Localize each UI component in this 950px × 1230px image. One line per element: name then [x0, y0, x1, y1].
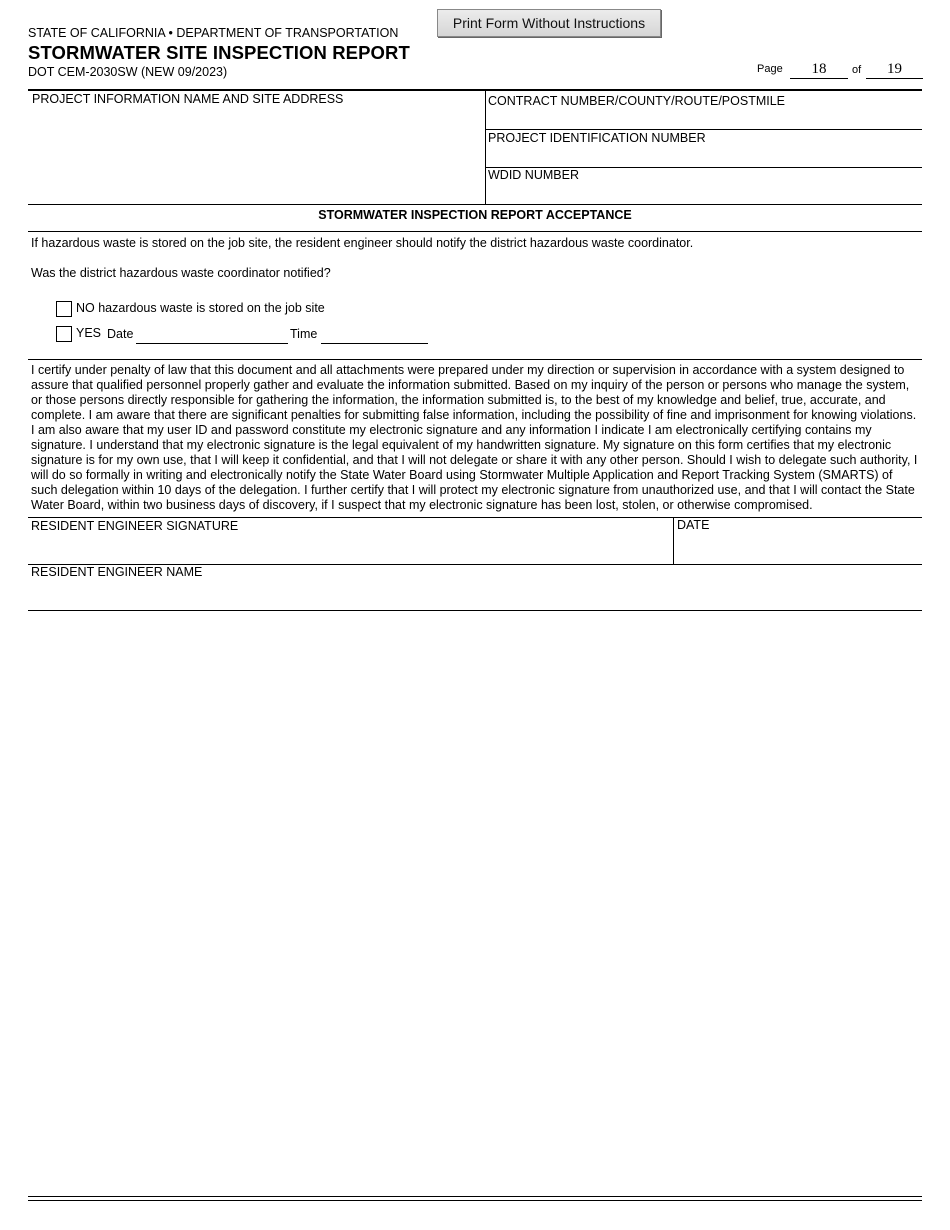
page-number-field[interactable]: 18: [790, 60, 848, 79]
project-info-divider: [485, 90, 486, 204]
footer-rule-1: [28, 1196, 922, 1197]
no-hazardous-waste-checkbox[interactable]: [56, 301, 72, 317]
notified-date-label: Date: [107, 327, 134, 341]
page-label: Page: [757, 63, 783, 75]
footer-rule-2: [28, 1200, 922, 1201]
form-number: DOT CEM-2030SW (NEW 09/2023): [28, 65, 228, 79]
wdid-field[interactable]: [488, 184, 922, 204]
contract-rule: [486, 129, 922, 130]
signature-field[interactable]: [31, 536, 671, 562]
notified-time-label: Time: [290, 327, 318, 341]
notified-time-field[interactable]: [322, 325, 431, 344]
project-id-label: PROJECT IDENTIFICATION NUMBER: [488, 131, 706, 145]
page-total-field[interactable]: 19: [866, 60, 923, 79]
notified-date-underline: [136, 343, 288, 344]
signature-date-field[interactable]: [677, 536, 921, 562]
print-form-button[interactable]: Print Form Without Instructions: [437, 9, 661, 37]
engineer-name-field[interactable]: [31, 582, 920, 608]
wdid-label: WDID NUMBER: [488, 168, 579, 182]
certification-rule-top: [28, 359, 922, 360]
yes-label: YES: [76, 326, 102, 340]
signature-label: RESIDENT ENGINEER SIGNATURE: [31, 519, 239, 533]
name-rule-bottom: [28, 610, 922, 611]
certification-statement: I certify under penalty of law that this document and all attachments were prepared under my direction or supervision in accordance with a system designed to assure that qualified personnel properly gather and evaluate the information submitted. Based on my inquiry of the person or persons who manage the system, or those persons directly responsible for gathering the information, the information submitted is, to the best of my knowledge and belief, true, accurate, and complete. I am aware that there are significant penalties for submitting false information, including the possibility of fine and imprisonment for knowing violations. I am also aware that my user ID and password constitute my electronic signature and any information I indicate I am electronically certifying contains my signature. I understand that my electronic signature is the legal equivalent of my handwritten signature. My signature on this form certifies that my electronic signature is for my own use, that I will keep it confidential, and that I will not delegate or share it with any other person. Should I wish to delegate such authority, I will do so formally in writing and electronically notify the State Water Board using Stormwater Multiple Application and Report Tracking System (SMARTS) of such delegation within 10 days of the delegation. I further certify that I will protect my electronic signature from unauthorized use, and that I will contact the State Water Board, within two business days of discovery, if I suspect that my electronic signature has been lost, stolen, or otherwise compromised.: [31, 363, 918, 512]
notified-time-underline: [321, 343, 428, 344]
project-name-address-label: PROJECT INFORMATION NAME AND SITE ADDRESS: [32, 92, 344, 106]
signature-date-label: DATE: [677, 518, 710, 532]
hazardous-waste-notice: If hazardous waste is stored on the job site, the resident engineer should notify the district hazardous waste coordinator.: [31, 236, 694, 250]
acceptance-heading: STORMWATER INSPECTION REPORT ACCEPTANCE: [318, 208, 632, 222]
form-title: STORMWATER SITE INSPECTION REPORT: [28, 42, 410, 63]
notified-date-field[interactable]: [137, 325, 291, 344]
header-rule: [28, 89, 922, 91]
signature-rule-top: [28, 517, 922, 518]
contract-number-field[interactable]: [488, 110, 922, 130]
engineer-name-label: RESIDENT ENGINEER NAME: [31, 565, 203, 579]
section-rule-bottom: [28, 231, 922, 232]
of-label: of: [852, 64, 862, 76]
signature-divider: [673, 518, 674, 564]
yes-checkbox[interactable]: [56, 326, 72, 342]
agency-name: STATE OF CALIFORNIA • DEPARTMENT OF TRANSPORTATION: [28, 26, 399, 40]
project-id-field[interactable]: [488, 147, 922, 167]
coordinator-question: Was the district hazardous waste coordinator notified?: [31, 266, 331, 280]
no-hazardous-waste-label: NO hazardous waste is stored on the job site: [76, 301, 325, 315]
contract-number-label: CONTRACT NUMBER/COUNTY/ROUTE/POSTMILE: [488, 94, 786, 108]
project-name-address-field[interactable]: [30, 108, 484, 204]
